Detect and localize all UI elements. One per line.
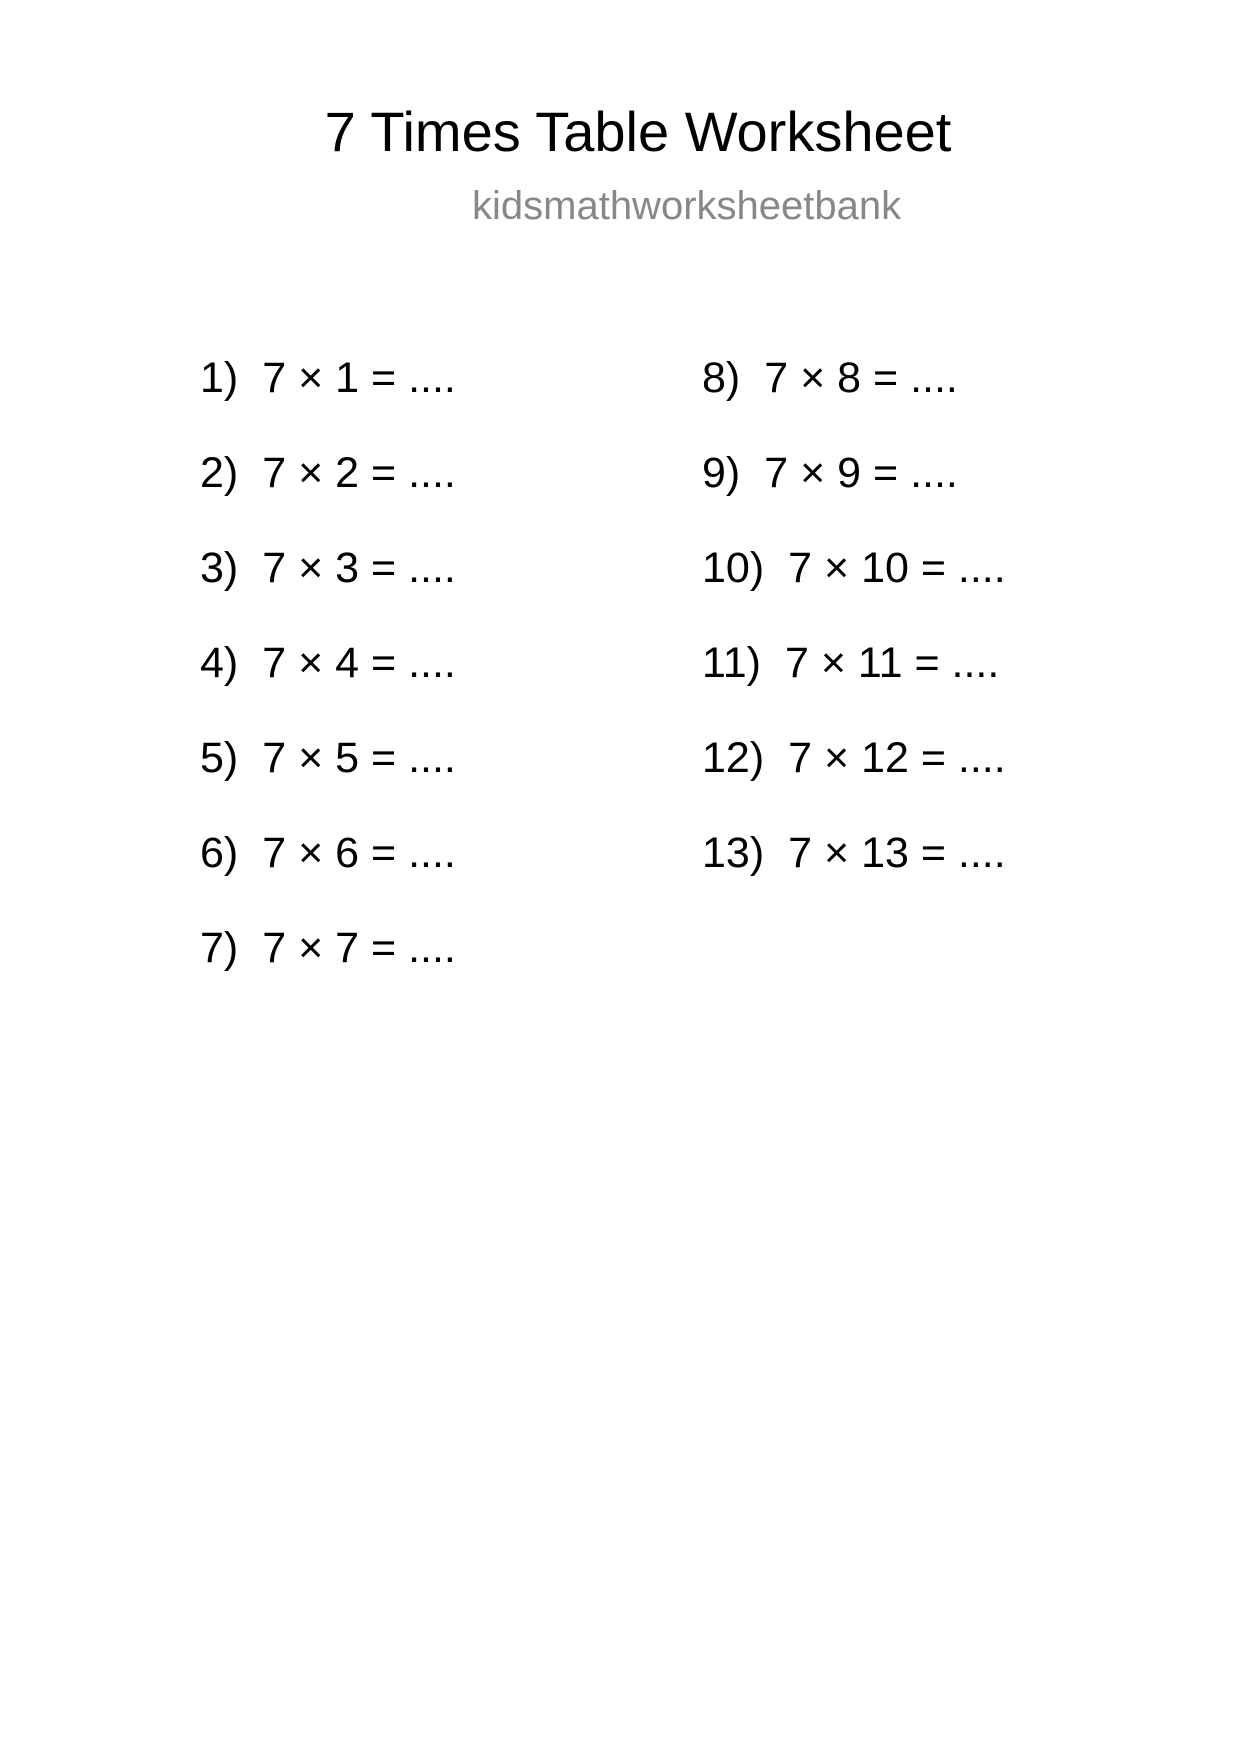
problem-column-right — [702, 350, 1006, 920]
problem-number: 13) — [702, 829, 765, 877]
problem-expression: 7 × 8 = .... — [764, 354, 958, 402]
problem-number: 3) — [200, 544, 239, 592]
problem-item — [702, 730, 1006, 825]
problem-number: 11) — [702, 639, 761, 687]
problem-expression: 7 × 3 = .... — [262, 544, 456, 592]
problem-number: 4) — [200, 639, 239, 687]
problem-item — [200, 445, 456, 540]
problem-expression: 7 × 6 = .... — [262, 829, 456, 877]
problem-item — [702, 445, 1006, 540]
problem-number: 10) — [702, 544, 765, 592]
problem-item — [200, 350, 456, 445]
problem-item — [702, 350, 1006, 445]
worksheet-title: 7 Times Table Worksheet — [324, 100, 952, 163]
problem-number: 7) — [200, 924, 239, 972]
problem-number: 2) — [200, 449, 239, 497]
problem-expression: 7 × 5 = .... — [262, 734, 456, 782]
problem-number: 12) — [702, 734, 765, 782]
problem-number: 6) — [200, 829, 239, 877]
problem-number: 1) — [200, 354, 239, 402]
problem-item — [702, 540, 1006, 635]
worksheet-subtitle: kidsmathworksheetbank — [472, 184, 902, 228]
problem-item — [200, 920, 456, 1015]
problem-expression: 7 × 9 = .... — [764, 449, 958, 497]
problem-column-left — [200, 350, 456, 1015]
problem-expression: 7 × 4 = .... — [262, 639, 456, 687]
problem-number: 5) — [200, 734, 239, 782]
problem-item — [200, 825, 456, 920]
problem-item — [702, 825, 1006, 920]
problem-item — [200, 540, 456, 635]
problem-item — [702, 635, 1006, 730]
problem-expression: 7 × 13 = .... — [788, 829, 1006, 877]
problem-item — [200, 730, 456, 825]
problem-expression: 7 × 1 = .... — [262, 354, 456, 402]
problem-number: 8) — [702, 354, 741, 402]
problem-item — [200, 635, 456, 730]
problem-expression: 7 × 12 = .... — [788, 734, 1006, 782]
problem-expression: 7 × 10 = .... — [788, 544, 1006, 592]
problem-expression: 7 × 7 = .... — [262, 924, 456, 972]
problem-expression: 7 × 2 = .... — [262, 449, 456, 497]
problem-number: 9) — [702, 449, 741, 497]
problem-expression: 7 × 11 = .... — [784, 639, 1000, 687]
